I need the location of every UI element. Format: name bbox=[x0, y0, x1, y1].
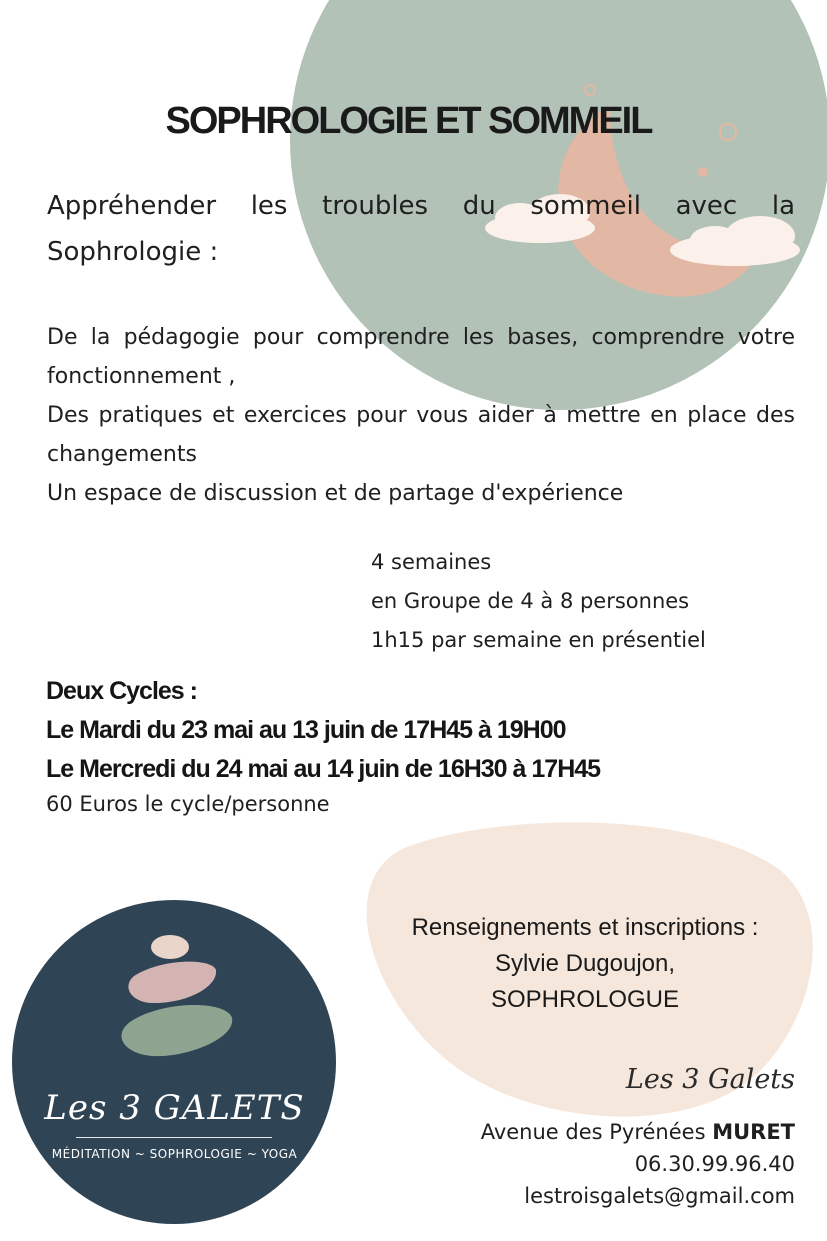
address-street: Avenue des Pyrénées bbox=[480, 1120, 713, 1144]
page-title: SOPHROLOGIE ET SOMMEIL bbox=[165, 100, 652, 142]
logo bbox=[12, 900, 337, 1225]
program-point: De la pédagogie pour comprendre les bases, comprendre votre fonctionnement , bbox=[47, 325, 795, 389]
logo-name: Les 3 GALETS bbox=[44, 1088, 305, 1128]
address bbox=[481, 1116, 795, 1148]
stone-icon bbox=[151, 935, 189, 959]
email: lestroisgalets@gmail.com bbox=[524, 1184, 795, 1208]
contact-block bbox=[481, 1116, 795, 1212]
phone: 06.30.99.96.40 bbox=[634, 1152, 795, 1176]
program-point: Des pratiques et exercices pour vous aider à mettre en place des changements bbox=[47, 403, 795, 467]
star-icon bbox=[698, 167, 708, 177]
cycle-schedule: Le Mardi du 23 mai au 13 juin de 17H45 à 19H00 bbox=[46, 716, 566, 744]
contact-name: Sylvie Dugoujon, bbox=[494, 950, 676, 977]
detail-line: en Groupe de 4 à 8 personnes bbox=[371, 589, 690, 613]
signature: Les 3 Galets bbox=[625, 1064, 795, 1095]
program-point: Un espace de discussion et de partage d'expérience bbox=[47, 481, 624, 506]
info-heading: Renseignements et inscriptions : bbox=[411, 914, 759, 941]
address-city: MURET bbox=[712, 1120, 795, 1144]
detail-line: 1h15 par semaine en présentiel bbox=[371, 628, 706, 652]
intro-text bbox=[47, 183, 795, 275]
intro-paragraph: Appréhender les troubles du sommeil avec la Sophrologie : bbox=[47, 191, 795, 267]
logo-divider bbox=[76, 1137, 272, 1138]
cycles-title: Deux Cycles : bbox=[46, 677, 197, 705]
detail-line: 4 semaines bbox=[371, 550, 492, 574]
program-points bbox=[47, 318, 795, 513]
cycle-schedule: Le Mercredi du 24 mai au 14 juin de 16H30 à 17H45 bbox=[46, 755, 601, 783]
info-box bbox=[385, 910, 785, 1018]
contact-role: SOPHROLOGUE bbox=[490, 986, 680, 1013]
logo-tagline: MÉDITATION ~ SOPHROLOGIE ~ YOGA bbox=[51, 1147, 298, 1161]
program-details bbox=[371, 543, 706, 660]
price: 60 Euros le cycle/personne bbox=[46, 792, 330, 816]
